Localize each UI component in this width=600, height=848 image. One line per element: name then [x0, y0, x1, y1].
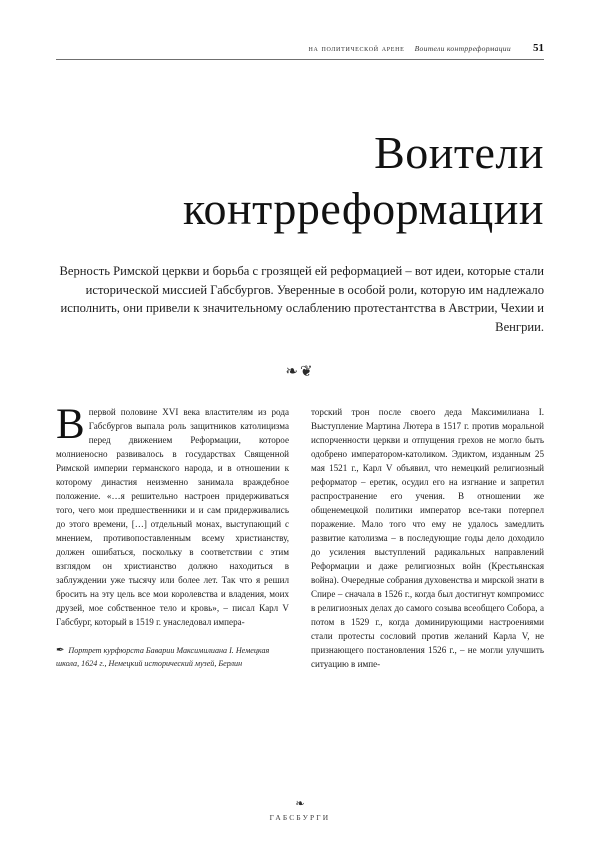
- header-divider: [56, 59, 544, 60]
- running-head-section: на политической арене: [308, 43, 405, 53]
- running-head-article-title: Воители контрреформации: [414, 44, 511, 53]
- article-title-block: [56, 127, 544, 234]
- caption-text: Портрет курфюрста Баварии Максимилиана I. Немецкая школа, 1624 г., Немецкий исторический музей, Берлин: [56, 646, 270, 668]
- body-column-right: [311, 405, 544, 671]
- page-footer: [0, 799, 600, 822]
- page-number: 51: [533, 42, 544, 54]
- body-column-left: [56, 401, 289, 671]
- footer-book-title: ГАБСБУРГИ: [269, 813, 331, 822]
- ornament-divider-icon: ❧❦: [285, 364, 315, 380]
- article-standfirst: Верность Римской церкви и борьба с грозящей ей реформацией – вот идеи, которые стали исторической миссией Габсбургов. Уверенные в особой роли, которую им надлежало исполнить, они привели к значительному ослаблению протестантства в Австрии, Чехии и Венгрии.: [59, 264, 544, 334]
- page-title-line-2: контрреформации: [183, 183, 544, 234]
- body-columns: [56, 401, 544, 671]
- drop-cap: В: [56, 401, 85, 448]
- body-text-left-part-1: первой половине XVI века властителям из рода Габсбургов выпала роль защитников католицизма перед движением Реформации, которое молниеносно развивалось в государствах Священной Римской империи германского народа, и в отношении к которому династия неизменно занимала враждебное положение. «…я решительно настроен придерживаться того, чего мои предшественники и и сам придерживались до этого времени, […] отдельный монах, выступающий с мнением, противопоставленным всему христианству, должен ошибаться, поскольку в соответствии с этим взглядом он христианство должно находиться в заблуждении уже тысячу или более лет. Так что я решил бросить на эту цель все мои королевства и владения, моих друзей, мое собственное тело и кровь»: [56, 407, 289, 613]
- caption-arrow-icon: ✒: [56, 645, 64, 656]
- body-text-right: торский трон после своего деда Максимилиана I. Выступление Мартина Лютера в 1517 г. против моральной испорченности церкви и отпущения грехов не могло быть одобрено императором-католиком. Эдиктом, изданным 25 мая 1521 г., Карл V объявил, что немецкий религиозный реформатор – еретик, осудил его на изгнание и запретил распространение его учения. В отношении же общенемецкой политики император все-таки потерпел поражение. Мало того что ему не удалось замедлить развитие католизма – в последующие годы дело доходило до усиления выступлений радикальных направлений Реформации и даже религиозных войн (Крестьянская война). Очередные собрания духовенства и мирской знати в Спире – сначала в 1526 г., когда был достигнут компромисс в религиозных делах до самого созыва всеобщего Собора, а потом в 1529 г., когда доминирующими настроениями стали протесты сословий против желаний Карла V, не признающего постановления 1526 г., – не могли улучшить ситуацию в импе-: [311, 407, 544, 669]
- running-head: [56, 42, 544, 59]
- footer-ornament-icon: ❧: [295, 798, 305, 810]
- body-text-left-part-2: , – писал Карл V Габсбург, который в 1519 г. унаследовал импера-: [56, 603, 289, 627]
- page-title-line-1: Воители: [374, 127, 544, 178]
- figure-caption: [56, 643, 289, 670]
